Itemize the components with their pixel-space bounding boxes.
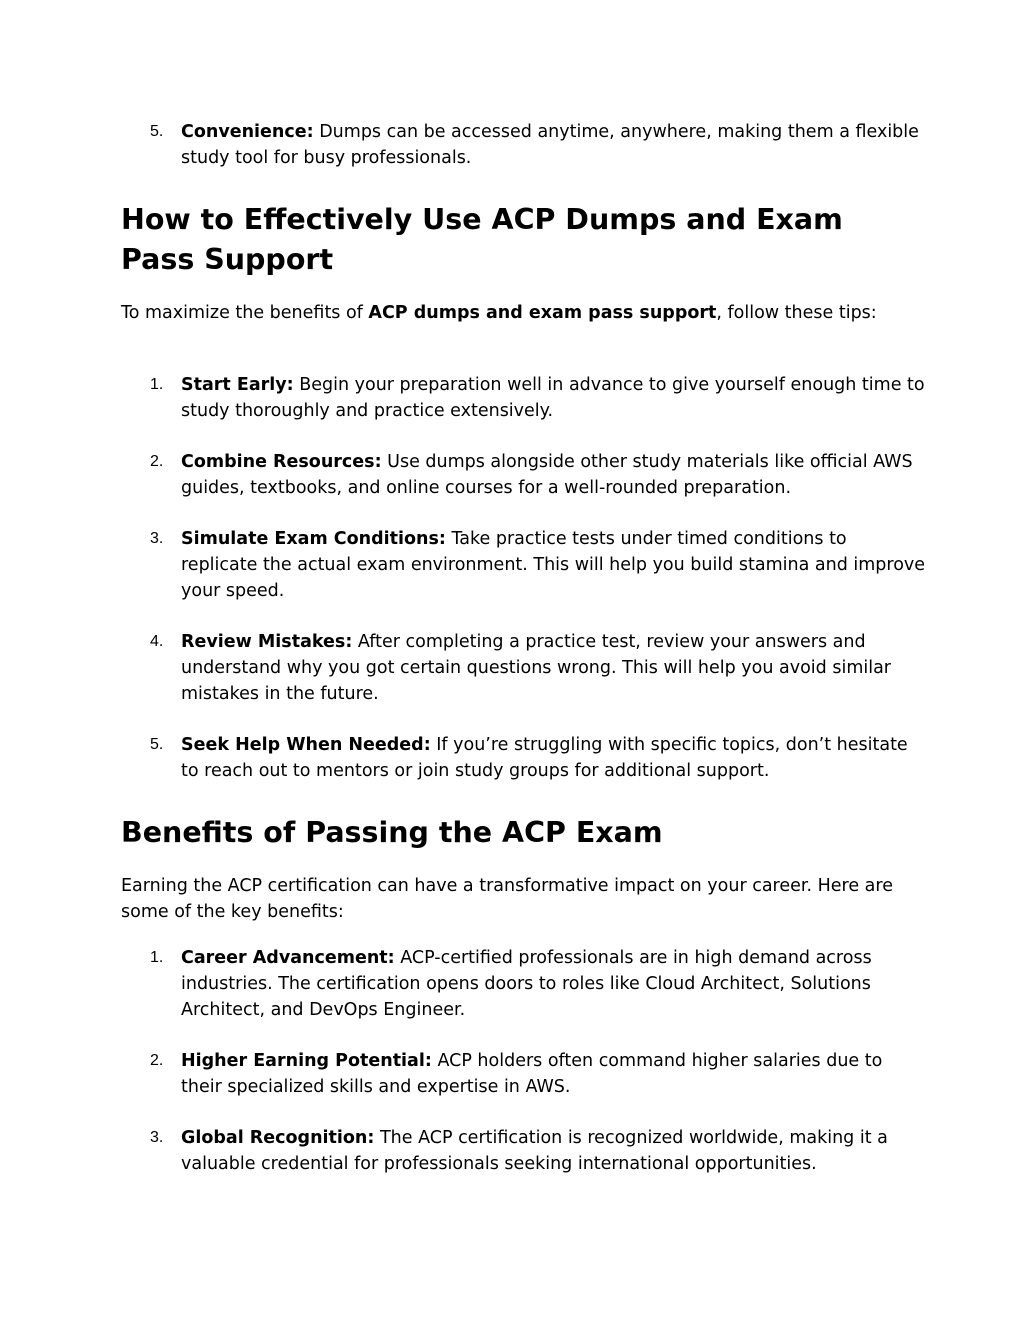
list-item-lead: Global Recognition: xyxy=(181,1128,375,1148)
list-number: 5. xyxy=(150,123,164,140)
list-item-lead: Convenience: xyxy=(181,122,314,142)
intro-bold-text: ACP dumps and exam pass support xyxy=(368,303,717,323)
intro-text: To maximize the benefits of xyxy=(121,303,369,323)
list-item-text: Dumps can be accessed anytime, anywhere, making them a flexible study tool for busy professionals. xyxy=(181,122,919,168)
list-item-lead: Review Mistakes: xyxy=(181,632,353,652)
intro-text-end: , follow these tips: xyxy=(716,303,877,323)
list-item-lead: Simulate Exam Conditions: xyxy=(181,529,446,549)
list-item-lead: Higher Earning Potential: xyxy=(181,1051,432,1071)
list-item-lead: Start Early: xyxy=(181,375,294,395)
list-item-text: Use dumps alongside other study materials like official AWS guides, textbooks, and online courses for a well-rounded preparation. xyxy=(181,452,913,498)
list-item-text: If you’re struggling with specific topics, don’t hesitate to reach out to mentors or join study groups for additional support. xyxy=(181,735,908,781)
list-item-text: Take practice tests under timed conditions to replicate the actual exam environment. This will help you build stamina and improve your speed. xyxy=(181,529,926,601)
list-number: 3. xyxy=(150,530,164,547)
list-item xyxy=(181,1048,926,1100)
list-item xyxy=(181,1125,926,1177)
list-number: 4. xyxy=(150,633,164,650)
list-item xyxy=(181,526,926,604)
list-item-text: Begin your preparation well in advance to give yourself enough time to study thoroughly and practice extensively. xyxy=(181,375,925,421)
list-item xyxy=(181,372,926,424)
list-item-convenience xyxy=(181,119,926,171)
list-number: 3. xyxy=(150,1129,164,1146)
list-number: 5. xyxy=(150,736,164,753)
list-number: 2. xyxy=(150,1052,164,1069)
list-item-lead: Combine Resources: xyxy=(181,452,382,472)
list-item-text: The ACP certification is recognized worldwide, making it a valuable credential for professionals seeking international opportunities. xyxy=(181,1128,888,1174)
list-item-text: After completing a practice test, review your answers and understand why you got certain questions wrong. This will help you avoid similar mistakes in the future. xyxy=(181,632,892,704)
list-number: 2. xyxy=(150,453,164,470)
list-number: 1. xyxy=(150,949,164,966)
section-heading-effective-use: How to Effectively Use ACP Dumps and Exam Pass Support xyxy=(121,203,843,276)
section-heading-benefits: Benefits of Passing the ACP Exam xyxy=(121,816,663,849)
section-intro: Earning the ACP certification can have a transformative impact on your career. Here are some of the key benefits: xyxy=(121,876,893,922)
section-intro xyxy=(121,300,921,326)
list-item xyxy=(181,732,926,784)
list-number: 1. xyxy=(150,376,164,393)
list-item-lead: Career Advancement: xyxy=(181,948,395,968)
list-item xyxy=(181,945,926,1023)
list-item-lead: Seek Help When Needed: xyxy=(181,735,431,755)
list-item-text: ACP holders often command higher salaries due to their specialized skills and expertise in AWS. xyxy=(181,1051,883,1097)
list-item xyxy=(181,629,926,707)
list-item-text: ACP-certified professionals are in high demand across industries. The certification opens doors to roles like Cloud Architect, Solutions Architect, and DevOps Engineer. xyxy=(181,948,872,1020)
list-item xyxy=(181,449,926,501)
